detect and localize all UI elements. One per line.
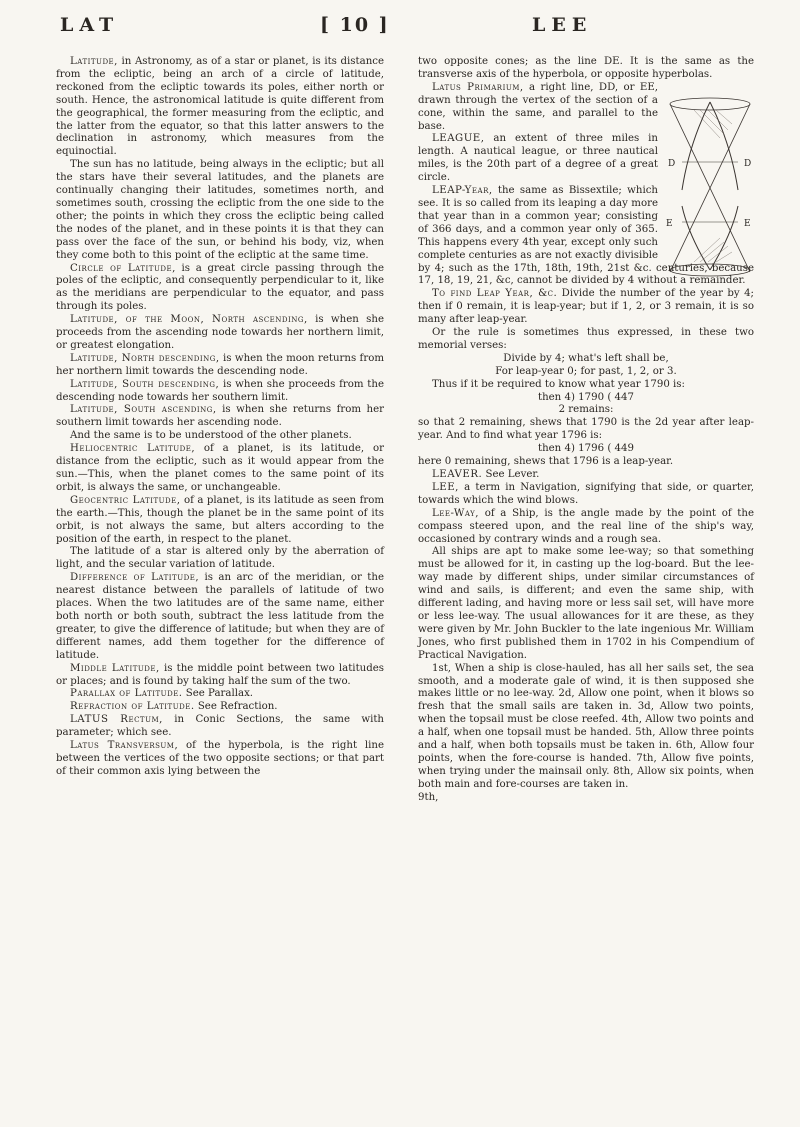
paragraph [56,404,384,430]
paragraph [418,663,754,792]
entry-text: The sun has no latitude, being always in the ecliptic; but all the stars have their several latitudes, and the planets are continually changing their latitudes, sometimes north, and sometimes south, crossing the ecliptic from the one side to the other; the points in which they cross the ecliptic being called the nodes of the planet, and in these points it is that they can pass over the face of the sun, or behind his body, viz, when they come both to this point of the ecliptic at the same time. [56,159,384,261]
hyperbola-upper-left [682,102,710,190]
entry-heading: Difference of Latitude, [70,572,200,584]
paragraph [56,379,384,405]
entry-heading: Lee-Way, [432,507,479,519]
hyperbola-upper-right [710,102,738,190]
paragraph [418,792,754,805]
paragraph [56,714,384,740]
entry-text: in Conic Sections, the same with parameter; which see. [56,714,384,739]
entry-text: For leap-year 0; for past, 1, 2, or 3. [495,365,677,377]
label-e-left: E [666,219,673,229]
entry-text: is when she returns from her southern limit towards her ascending node. [56,404,384,429]
entry-heading: Latitude, South ascending, [70,404,217,416]
entry-text: Divide the number of the year by 4; then if 0 remain, it is leap-year; but if 1, 2, or 3 remain, it is so many after leap-year. [418,288,754,326]
entry-text: an extent of three miles in length. A nautical league, or three nautical miles, is the 20th part of a degree of a great circle. [418,133,658,184]
entry-text: The latitude of a star is altered only by the aberration of light, and the secular variation of latitude. [56,546,384,571]
paragraph [56,572,384,662]
entry-text: is the middle point between two latitudes or places; and is found by taking half the sum of the two. [56,662,385,687]
page-number: [ 10 ] [320,14,390,36]
entry-text: is a great circle passing through the poles of the ecliptic, and consequently perpendicular to it, like as the meridians are perpendicular to the equator, and pass through its poles. [56,262,384,313]
paragraph [418,366,754,379]
entry-heading: Latus Primarium, [432,81,524,93]
paragraph [418,417,754,443]
entry-heading: LEAP-Year, [432,185,493,197]
entry-text: a right line, DD, or EE, drawn through the vertex of the section of a cone, within the same, and parallel to the base. [418,81,658,132]
paragraph [56,701,384,714]
entry-heading: Heliocentric Latitude, [70,443,196,455]
entry-text: Thus if it be required to know what year 1790 is: [432,378,685,390]
entry-text: Or the rule is sometimes thus expressed, in these two memorial verses: [418,327,754,351]
paragraph [56,688,384,701]
entry-text: of a Ship, is the angle made by the point of the compass steered upon, and the real line of the ship's way, occasioned by contrary winds and a rough sea. [418,507,754,545]
paragraph [56,663,384,689]
entry-text: then 4) 1796 ( 449 [537,443,634,455]
entry-heading: To find Leap Year, &c. [432,288,558,300]
entry-text: of a planet, is its latitude as seen from the earth.—This, though the planet be in the same point of its orbit, is not always the same, but alters according to the position of the earth, in respect to the planet. [56,494,385,545]
entry-heading: Circle of Latitude, [70,262,176,274]
paragraph [56,740,384,779]
entry-heading: LEAGUE, [432,133,485,145]
paragraph [418,404,754,417]
entry-heading: Latitude, South descending, [70,378,220,390]
entry-heading: Geocentric Latitude, [70,494,181,506]
entry-text: is when the moon returns from her northern limit towards the descending node. [56,352,384,377]
entry-text: is an arc of the meridian, or the nearest distance between the parallels of latitude of two places. When the two latitudes are of the same name, either both north or both south, subtract the less latitude from the greater, to give the difference of latitude; but when they are of different names, add them together for the difference of latitude. [56,572,384,661]
entry-text: 9th, [418,791,439,803]
label-d-left: D [668,159,676,169]
entry-text: Divide by 4; what's left shall be, [503,352,669,364]
entry-text: of the hyperbola, is the right line between the vertices of the two opposite sections; or that part of their common axis lying between the [56,740,384,777]
left-column [56,56,384,779]
entry-text: so that 2 remaining, shews that 1790 is the 2d year after leap-year. And to find what year 1796 is: [418,417,754,442]
entry-text: is when she proceeds from the descending node towards her southern limit. [56,378,384,403]
paragraph [56,314,384,353]
running-head-right: LEE [532,14,593,36]
paragraph [418,482,754,508]
entry-heading: Latitude, [70,56,118,67]
paragraph [56,546,384,572]
hyperbola-figure [664,94,754,278]
entry-heading: Latitude, of the Moon, North ascending, [70,314,308,326]
entry-text: See Refraction. [194,701,278,713]
paragraph [56,443,384,495]
entry-text: two opposite cones; as the line DE. It is the same as the transverse axis of the hyperbola, or opposite hyperbolas. [418,56,754,80]
entry-heading: Middle Latitude, [70,662,160,674]
paragraph [418,508,754,547]
paragraph [56,56,384,159]
entry-text: All ships are apt to make some lee-way; so that something must be allowed for it, in casting up the log-board. But the lee-way made by different ships, under similar circumstances of wind and sails, is different; and even the same ship, with different lading, and having more or less sail set, will have more or less lee-way. The usual allowances for it are these, as they were given by Mr. John Buckler to the late ingenious Mr. William Jones, who first published them in 1702 in his Compendium of Practical Navigation. [418,546,754,661]
entry-heading: LEAVER. [432,469,483,480]
paragraph [418,443,754,456]
entry-text: a term in Navigation, signifying that side, or quarter, towards which the wind blows. [418,481,754,506]
paragraph [418,353,754,366]
entry-text: See Parallax. [182,688,254,700]
paragraph [56,263,384,315]
entry-text: See Lever. [482,469,540,480]
paragraph [418,392,754,405]
paragraph [418,327,754,353]
entry-text: 2 remains: [558,404,614,416]
paragraph [418,56,754,82]
paragraph [418,379,754,392]
entry-heading: LEE, [432,481,459,493]
entry-text: is when she proceeds from the ascending node towards her northern limit, or greatest elongation. [56,314,384,351]
entry-text: of a planet, is its latitude, or distance from the ecliptic, such as it would appear from the sun.—This, when the planet comes to the same point of its orbit, is always the same, or unchangeable. [56,443,385,493]
label-e-right: E [744,219,751,229]
paragraph [56,159,384,262]
entry-heading: Latitude, North descending, [70,352,220,364]
entry-text: then 4) 1790 ( 447 [537,391,634,403]
entry-text: And the same is to be understood of the other planets. [70,430,352,442]
entry-heading: Parallax of Latitude. [70,688,183,700]
paragraph [56,353,384,379]
label-d-right: D [744,159,752,169]
entry-heading: Refraction of Latitude. [70,701,195,713]
paragraph [418,469,754,482]
paragraph [418,288,754,327]
entry-heading: LATUS Rectum, [70,714,163,726]
entry-text: the same as Bissextile; which see. It is so called from its leaping a day more that year than in a common year; consisting of 366 days, and a common year only of 365. This happens every 4th year, except only such complete centuries as are not exactly divisible by 4; such as the 17th, 18th, 19th, 21st &c. centuries, because 17, 18, 19, 21, &c, cannot be divided by 4 without a remainder. [418,185,754,287]
cone-top-ellipse [670,98,750,110]
entry-text: here 0 remaining, shews that 1796 is a leap-year. [418,456,674,468]
paragraph [56,430,384,443]
entry-text: in Astronomy, as of a star or planet, is its distance from the ecliptic, being an arch of a circle of latitude, reckoned from the ecliptic towards its poles, either north or south. Hence, the astronomical latitude is quite different from the geographical, the former measuring from the ecliptic, and the latter from the equator, so that this latter answers to the declination in astronomy, which measures from the equinoctial. [56,56,384,158]
paragraph [418,546,754,662]
running-head-left: LAT [60,14,120,36]
entry-text: 1st, When a ship is close-hauled, has all her sails set, the sea smooth, and a moderate gale of wind, it is then supposed she makes little or no lee-way. 2d, Allow one point, when it blows so fresh that the small sails are taken in. 3d, Allow two points, when the topsail must be close reefed. 4th, Allow two points and a half, when one topsail must be handed. 5th, Allow three points and a half, when both topsails must be taken in. 6th, Allow four points, when the fore-course is handed. 7th, Allow five points, when trying under the mainsail only. 8th, Allow six points, when both main and fore-courses are taken in. [418,662,754,790]
paragraph [418,456,754,469]
paragraph [56,495,384,547]
entry-heading: Latus Transversum, [70,740,179,752]
